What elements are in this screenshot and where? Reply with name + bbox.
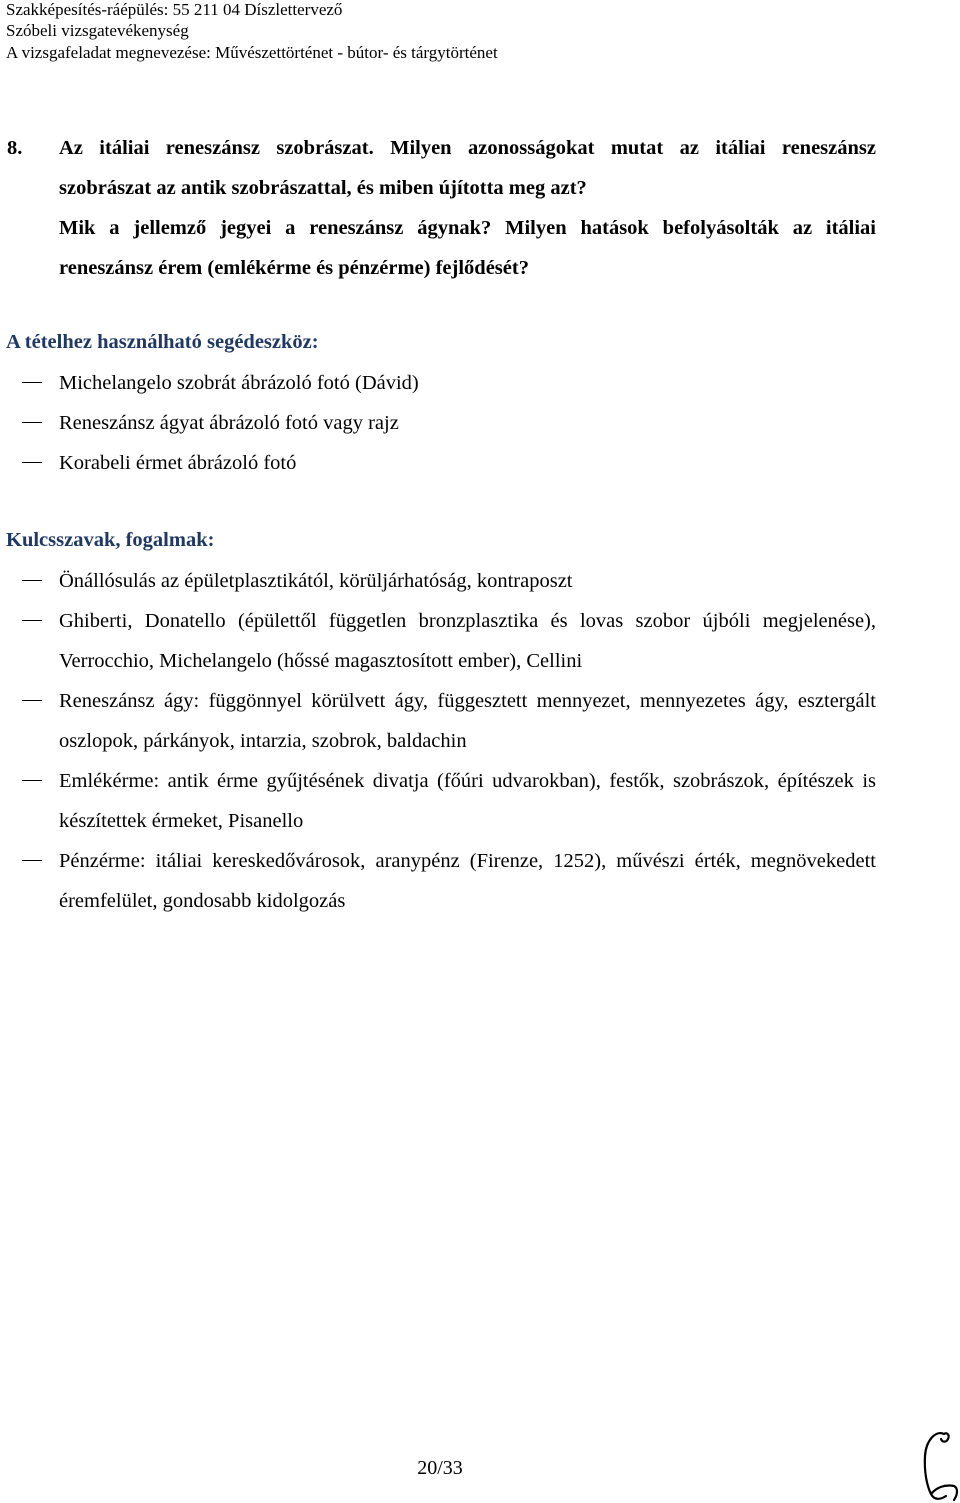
dash-bullet-icon	[22, 580, 42, 581]
question-number: 8.	[7, 137, 23, 159]
tools-heading: A tételhez használható segédeszköz:	[6, 331, 319, 353]
header-qualification: Szakképesítés-ráépülés: 55 211 04 Díszlettervező	[6, 0, 343, 19]
list-item: Reneszánsz ágyat ábrázoló fotó vagy rajz	[0, 403, 880, 443]
question-line: Mik a jellemző jegyei a reneszánsz ágynak? Milyen hatások befolyásolták az itáliai	[59, 217, 876, 239]
list-item: Ghiberti, Donatello (épülettől független bronzplasztika és lovas szobor újbóli megjelenése), Verrocchio, Michelangelo (hőssé magasztosított ember), Cellini	[0, 601, 880, 681]
dash-bullet-icon	[22, 382, 42, 383]
header-task-name: A vizsgafeladat megnevezése: Művészettörténet - bútor- és tárgytörténet	[6, 43, 498, 62]
tools-list	[0, 363, 880, 483]
list-item: Reneszánsz ágy: függönnyel körülvett ágy, függesztett mennyezet, mennyezetes ágy, esztergált oszlopok, párkányok, intarzia, szobrok, baldachin	[0, 681, 880, 761]
header-exam-type: Szóbeli vizsgatevékenység	[6, 21, 189, 40]
dash-bullet-icon	[22, 860, 42, 861]
list-item: Emlékérme: antik érme gyűjtésének divatja (főúri udvarokban), festők, szobrászok, építészek is készítettek érmeket, Pisanello	[0, 761, 880, 841]
question-line: szobrászat az antik szobrászattal, és miben újította meg azt?	[59, 177, 587, 199]
dash-bullet-icon	[22, 462, 42, 463]
list-item: Pénzérme: itáliai kereskedővárosok, aranypénz (Firenze, 1252), művészi érték, megnövekedett éremfelület, gondosabb kidolgozás	[0, 841, 880, 921]
question-line: Az itáliai reneszánsz szobrászat. Milyen azonosságokat mutat az itáliai reneszánsz	[59, 137, 876, 159]
keywords-heading: Kulcsszavak, fogalmak:	[6, 529, 215, 551]
list-item: Korabeli érmet ábrázoló fotó	[0, 443, 880, 483]
list-item: Önállósulás az épületplasztikától, körüljárhatóság, kontraposzt	[0, 561, 880, 601]
dash-bullet-icon	[22, 422, 42, 423]
exam-question	[0, 128, 880, 288]
signature-initial	[914, 1426, 960, 1503]
dash-bullet-icon	[22, 700, 42, 701]
page-number: 20/33	[417, 1457, 463, 1479]
dash-bullet-icon	[22, 620, 42, 621]
list-item: Michelangelo szobrát ábrázoló fotó (Dávid)	[0, 363, 880, 403]
keywords-list	[0, 561, 880, 921]
question-line: reneszánsz érem (emlékérme és pénzérme) fejlődését?	[59, 257, 529, 279]
dash-bullet-icon	[22, 780, 42, 781]
